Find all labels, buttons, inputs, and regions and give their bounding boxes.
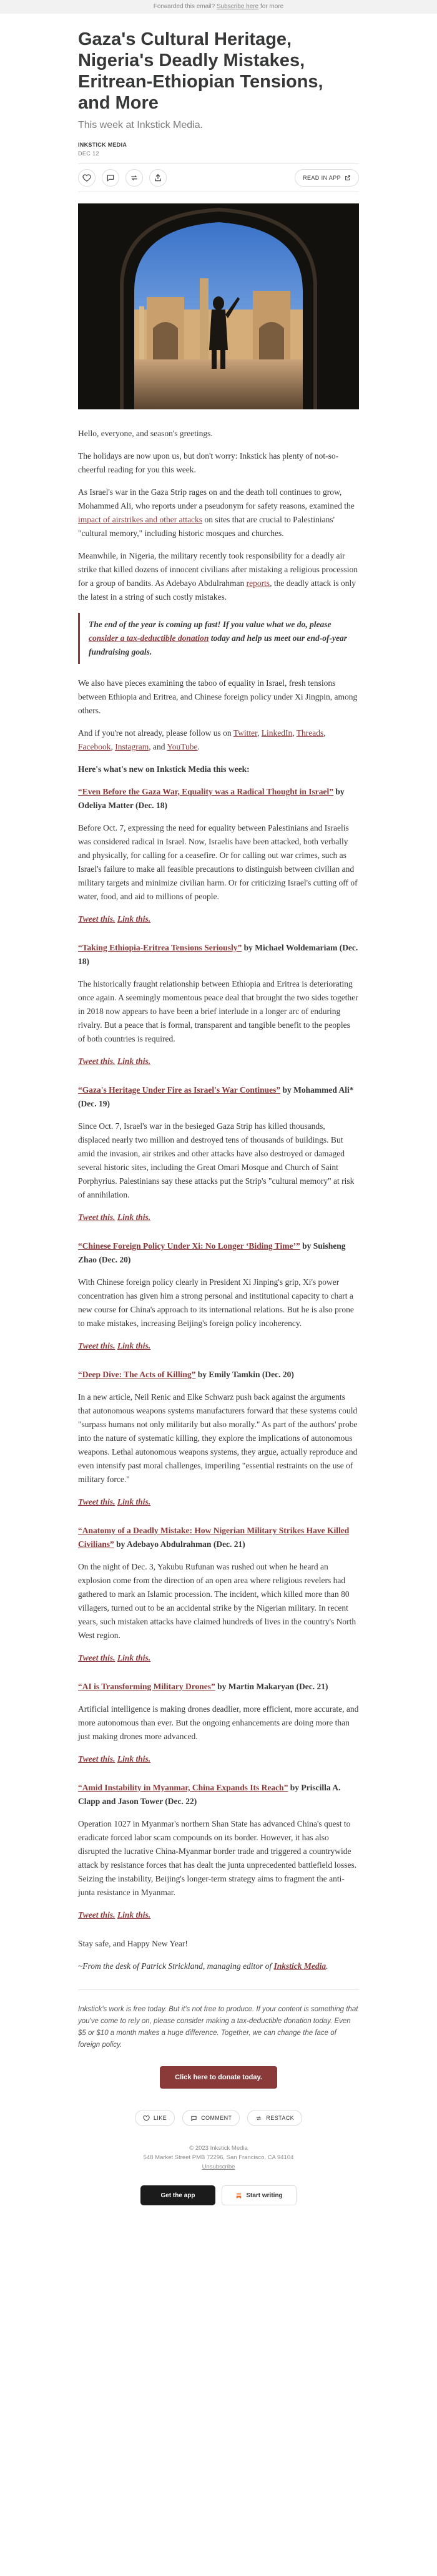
comment-icon [106, 173, 115, 182]
restack-button[interactable] [125, 169, 143, 187]
heart-icon [82, 173, 91, 182]
post-title[interactable]: Gaza's Cultural Heritage, Nigeria's Deadly Mistakes, Eritrean-Ethiopian Tensions, and More [78, 29, 323, 113]
like-pill-button[interactable] [135, 2110, 175, 2126]
article-byline: by Suisheng Zhao (Dec. 20) [78, 1241, 346, 1264]
read-in-app-label: READ IN APP [303, 175, 341, 181]
comment-icon [190, 2115, 197, 2122]
hero-archway-illustration [78, 203, 359, 409]
article-byline: by Mohammed Ali* (Dec. 19) [78, 1085, 354, 1108]
tweet-this-link[interactable]: Tweet this. [78, 1212, 115, 1222]
article-title-link[interactable]: “Taking Ethiopia-Eritrea Tensions Seriously” [78, 943, 242, 952]
article-title [78, 1239, 359, 1267]
youtube-link[interactable]: YouTube [167, 742, 198, 751]
article-title [78, 1781, 359, 1808]
article-title [78, 941, 359, 968]
reaction-row [78, 2110, 359, 2126]
article-item [78, 941, 359, 1068]
article-summary: Artificial intelligence is making drones deadlier, more efficient, more accurate, and more autonomous than ever. But the ongoing enhancements are doing more than just making drones more advanced. [78, 1704, 359, 1741]
intro-paragraph: The holidays are now upon us, but don't worry: Inkstick has plenty of not-so-cheerful reading for you this week. [78, 451, 339, 474]
follow-paragraph: And if you're not already, please follow us on Twitter, LinkedIn, Threads, Facebook, Instagram, and YouTube. [78, 728, 326, 751]
callout-text-a: The end of the year is coming up fast! If you value what we do, please [89, 620, 331, 629]
copyright: © 2023 Inkstick Media [189, 2145, 248, 2152]
author-name[interactable]: INKSTICK MEDIA [78, 142, 127, 148]
gaza-paragraph [78, 485, 359, 540]
forward-banner [0, 0, 437, 14]
article-title [78, 785, 359, 812]
nigeria-paragraph [78, 549, 359, 604]
article-summary: Before Oct. 7, expressing the need for equality between Palestinians and Israelis was considered radical in Israel. Now, Israelis have been attacked, both verbally and physically, for calling for a ceasefire. Or for calling out war crimes, such as Israel's failure to make all feasible precautions to distinguish between civilian and military targets and minimize civilian harm. Or for criticizing Israel's cutting off of water, food, and aid to millions of people. [78, 823, 358, 901]
forward-text: Forwarded this email? [153, 3, 215, 10]
link-this-link[interactable]: Link this. [117, 914, 151, 924]
tweet-this-link[interactable]: Tweet this. [78, 1754, 115, 1764]
article-byline: by Emily Tamkin (Dec. 20) [195, 1370, 294, 1379]
restack-icon [255, 2115, 262, 2122]
article-summary: Since Oct. 7, Israel's war in the besieged Gaza Strip has killed thousands, displaced nearly two million and destroyed tens of thousands of buildings. But amid the invasion, air strikes and other attacks have also destroyed or damaged several historic sites, including the Great Omari Mosque and Church of Saint Porphyrius. Palestinians say these attacks put the Strip's "cultural memory" at risk of annihilation. [78, 1121, 355, 1199]
article-summary: On the night of Dec. 3, Yakubu Rufunan was rushed out when he heard an explosion come from the direction of an open area where religious revelers had gathered to mark an Islamic procession. The incident, which killed more than 80 villagers, turned out to be an accidental strike by the Nigerian military. In recent years, such mistaken attacks have claimed hundreds of lives in the country's North West region. [78, 1562, 356, 1640]
link-this-link[interactable]: Link this. [117, 1910, 151, 1920]
article-title-link[interactable]: “AI is Transforming Military Drones” [78, 1682, 215, 1691]
app-row [78, 2185, 359, 2205]
article-title-link[interactable]: “Amid Instability in Myanmar, China Expands Its Reach” [78, 1783, 288, 1792]
facebook-link[interactable]: Facebook [78, 742, 111, 751]
share-links [78, 1651, 359, 1665]
subscribe-link[interactable]: Subscribe here [216, 3, 259, 10]
share-button[interactable] [149, 169, 167, 187]
reports-link[interactable]: reports [246, 578, 270, 588]
donation-link[interactable]: consider a tax-deductible donation [89, 633, 209, 643]
gaza-paragraph-text-b: on sites that are crucial to Palestinians' "cultural memory," including historic mosques and churches. [78, 515, 335, 538]
restack-pill-button[interactable] [247, 2110, 302, 2126]
hero-image[interactable] [78, 203, 359, 409]
article-summary: Operation 1027 in Myanmar's northern Shan State has advanced China's quest to eradicate forced labor scam compounds on its border. However, it has also disrupted the lucrative China-Myanmar border trade and triggered a countrywide attack by resistance forces that has dealt the junta unprecedented battlefield losses. Seizing the instability, Beijing's longer-term strategy aims to fragment the anti-junta resistance in Myanmar. [78, 1819, 357, 1897]
article-title-link[interactable]: “Even Before the Gaza War, Equality was a Radical Thought in Israel” [78, 787, 334, 796]
tweet-this-link[interactable]: Tweet this. [78, 1653, 115, 1662]
read-in-app-button[interactable] [295, 169, 359, 187]
overview-paragraph: We also have pieces examining the taboo of equality in Israel, fresh tensions between Ethiopia and Eritrea, and Chinese foreign policy under Xi Jingpin, among others. [78, 678, 358, 715]
restack-label: RESTACK [266, 2115, 295, 2121]
airstrikes-link[interactable]: impact of airstrikes and other attacks [78, 515, 203, 524]
tweet-this-link[interactable]: Tweet this. [78, 914, 115, 924]
comment-pill-button[interactable] [182, 2110, 240, 2126]
twitter-link[interactable]: Twitter [233, 728, 258, 738]
stay-safe: Stay safe, and Happy New Year! [78, 1939, 188, 1948]
article-title-link[interactable]: “Chinese Foreign Policy Under Xi: No Longer ‘Biding Time’” [78, 1241, 300, 1251]
nigeria-paragraph-text-a: Meanwhile, in Nigeria, the military recently took responsibility for a deadly air strike that killed dozens of innocent civilians after mistaking a religious procession for a group of bandits. As Adebayo Abdulrahman [78, 551, 358, 588]
donation-callout [78, 613, 359, 664]
link-this-link[interactable]: Link this. [117, 1653, 151, 1662]
divider [78, 1989, 359, 1990]
share-icon [154, 173, 162, 182]
external-link-icon [345, 175, 351, 181]
start-writing-label: Start writing [246, 2192, 283, 2199]
substack-icon [235, 2192, 242, 2199]
article-item [78, 1368, 359, 1509]
link-this-link[interactable]: Link this. [117, 1341, 151, 1350]
article-item [78, 785, 359, 926]
article-summary: In a new article, Neil Renic and Elke Schwarz push back against the arguments that autonomous weapons systems manufacturers forward that these systems could "surpass humans not only militarily but also morally." As part of the authors' probe into the nature of systematic killing, they explore the implications of autonomous weapons. Lethal autonomous weapons systems, they argue, actually reproduce and even intensify past moral challenges, imperiling "essential restraints on the use of military force." [78, 1392, 358, 1484]
article-title [78, 1524, 359, 1551]
article-byline: by Michael Woldemariam (Dec. 18) [78, 943, 358, 966]
address: 548 Market Street PMB 72296, San Francisco, CA 94104 [143, 2154, 294, 2161]
nigeria-paragraph-text-b: , the deadly attack is only the latest in a string of such costly mistakes. [78, 578, 356, 602]
article-item [78, 1239, 359, 1353]
share-links [78, 1211, 359, 1224]
share-links [78, 1495, 359, 1509]
forward-suffix: for more [260, 3, 284, 10]
instagram-link[interactable]: Instagram [115, 742, 149, 751]
article-item [78, 1680, 359, 1766]
signoff-text: ~From the desk of Patrick Strickland, managing editor of [78, 1961, 272, 1971]
restack-icon [130, 173, 139, 182]
byline [78, 141, 359, 157]
tweet-this-link[interactable]: Tweet this. [78, 1910, 115, 1920]
donate-wrap [78, 2066, 359, 2089]
share-links [78, 1055, 359, 1068]
signoff: ~From the desk of Patrick Strickland, managing editor of Inkstick Media. [78, 1961, 328, 1971]
link-this-link[interactable]: Link this. [117, 1056, 151, 1066]
post-subtitle: This week at Inkstick Media. [78, 120, 204, 130]
callout-text-b: today and help us meet our end-of-year fundraising goals. [89, 633, 347, 656]
share-links [78, 1752, 359, 1766]
inkstick-link[interactable]: Inkstick Media [273, 1961, 327, 1971]
threads-link[interactable]: Threads [296, 728, 324, 738]
like-button[interactable] [78, 169, 96, 187]
link-this-link[interactable]: Link this. [117, 1497, 151, 1506]
article-item [78, 1781, 359, 1922]
article-byline: by Odeliya Matter (Dec. 18) [78, 787, 345, 810]
heart-icon [143, 2115, 150, 2122]
linkedin-link[interactable]: LinkedIn [261, 728, 293, 738]
tweet-this-link[interactable]: Tweet this. [78, 1497, 115, 1506]
article-summary: With Chinese foreign policy clearly in President Xi Jinping's grip, Xi's power concentration has given him a strong personal and institutional capacity to chart a new course for China's approach to its international relations. But he is also prone to make mistakes, increasing Beijing's foreign policy incoherency. [78, 1277, 354, 1328]
article-title [78, 1680, 359, 1694]
follow-text: And if you're not already, please follow us on [78, 728, 232, 738]
share-links [78, 912, 359, 926]
article-title [78, 1368, 359, 1382]
link-this-link[interactable]: Link this. [117, 1212, 151, 1222]
article-list [78, 785, 359, 1922]
article-byline: by Priscilla A. Clapp and Jason Tower (Dec. 22) [78, 1783, 341, 1806]
gaza-paragraph-text-a: As Israel's war in the Gaza Strip rages on and the death toll continues to grow, Mohammed Ali, who reports under a pseudonym for safety reasons, examined the [78, 487, 355, 510]
article-summary: The historically fraught relationship between Ethiopia and Eritrea is deteriorating once again. A seemingly momentous peace deal that brought the two sides together in 2018 now appears to have been a brief interlude in a longer arc of enduring rivalry. But a peace that is formal, transparent and tangible benefit to the peoples of both countries is required. [78, 979, 358, 1043]
share-links [78, 1908, 359, 1922]
article-item [78, 1524, 359, 1665]
post-date: DEC 12 [78, 150, 99, 157]
greeting: Hello, everyone, and season's greetings. [78, 429, 213, 438]
post-content [0, 14, 437, 2205]
donate-button[interactable]: Click here to donate today. [160, 2066, 277, 2089]
tweet-this-link[interactable]: Tweet this. [78, 1341, 115, 1350]
like-label: LIKE [153, 2115, 167, 2121]
unsubscribe-link[interactable]: Unsubscribe [202, 2164, 235, 2170]
footer-donation-note: Inkstick's work is free today. But it's not free to produce. If your content is something that you've come to rely on, please consider making a tax-deductible donation today. Even $5 or $10 a month makes a huge difference. Together, we can change the face of foreign policy. [78, 2006, 358, 2049]
link-this-link[interactable]: Link this. [117, 1754, 151, 1764]
legal-footer [78, 2144, 359, 2172]
article-item [78, 1083, 359, 1224]
article-title-link[interactable]: “Anatomy of a Deadly Mistake: How Nigerian Military Strikes Have Killed Civilians” [78, 1526, 350, 1549]
post-body [78, 427, 359, 1973]
article-title [78, 1083, 359, 1111]
article-byline: by Adebayo Abdulrahman (Dec. 21) [114, 1539, 245, 1549]
article-title-link[interactable]: “Deep Dive: The Acts of Killing” [78, 1370, 196, 1379]
share-links [78, 1339, 359, 1353]
section-heading: Here's what's new on Inkstick Media this week: [78, 764, 250, 774]
comment-label: COMMENT [201, 2115, 232, 2121]
get-app-button[interactable]: Get the app [140, 2185, 215, 2205]
start-writing-button[interactable] [222, 2185, 297, 2205]
article-title-link[interactable]: “Gaza's Heritage Under Fire as Israel's War Continues” [78, 1085, 281, 1095]
tweet-this-link[interactable]: Tweet this. [78, 1056, 115, 1066]
post-actions [78, 163, 359, 192]
comment-button[interactable] [102, 169, 119, 187]
article-byline: by Martin Makaryan (Dec. 21) [215, 1682, 328, 1691]
